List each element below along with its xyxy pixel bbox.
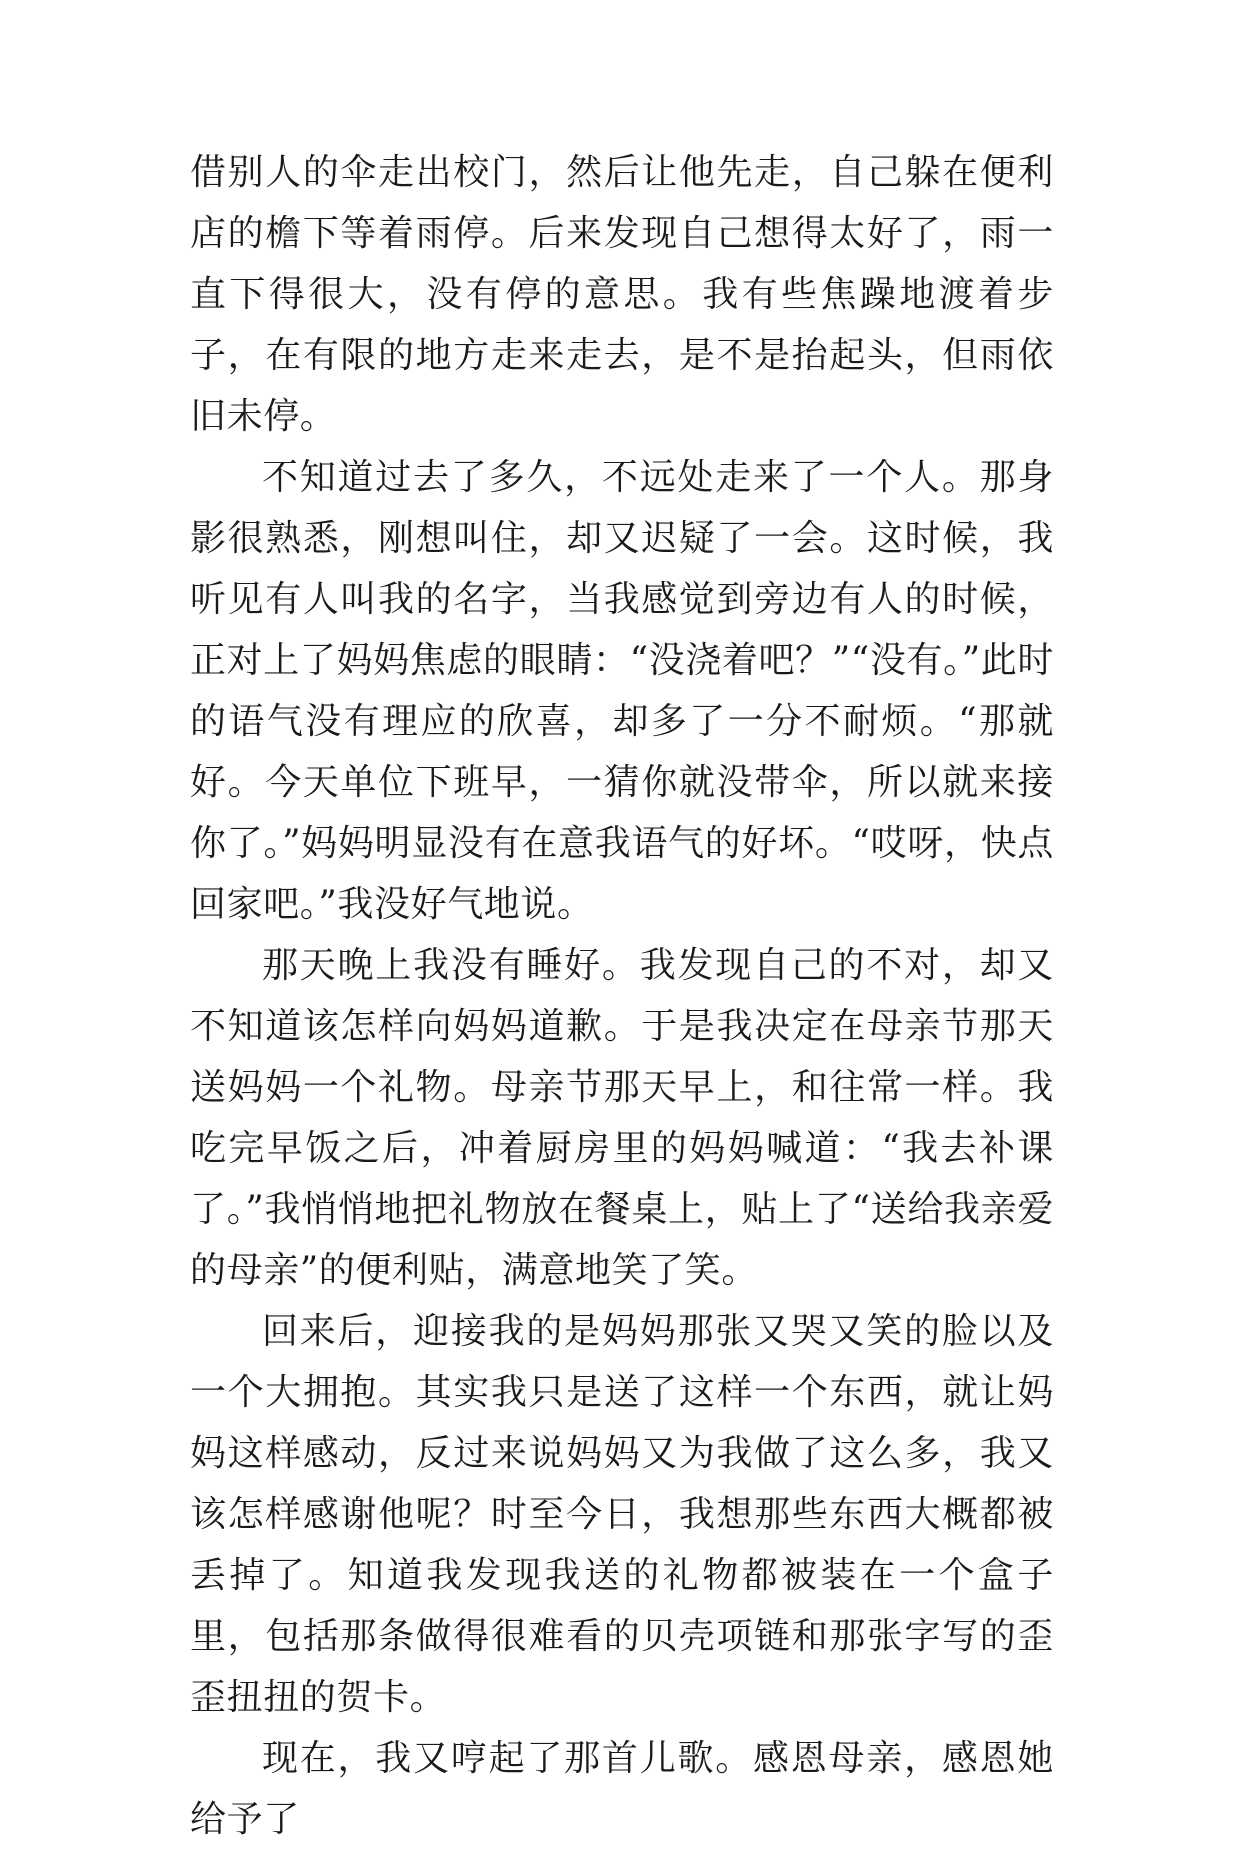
paragraph-2: 不知道过去了多久，不远处走来了一个人。那身影很熟悉，刚想叫住，却又迟疑了一会。这时候，我听见有人叫我的名字，当我感觉到旁边有人的时候，正对上了妈妈焦虑的眼睛：“没浇着吧？”“没有。”此时的语气没有理应的欣喜，却多了一分不耐烦。“那就好。今天单位下班早，一猜你就没带伞，所以就来接你了。”妈妈明显没有在意我语气的好坏。“哎呀，快点回家吧。”我没好气地说。	[190, 457, 1054, 925]
paragraph-4: 回来后，迎接我的是妈妈那张又哭又笑的脸以及一个大拥抱。其实我只是送了这样一个东西，就让妈妈这样感动，反过来说妈妈又为我做了这么多，我又该怎样感谢他呢？时至今日，我想那些东西大概都被丢掉了。知道我发现我送的礼物都被装在一个盒子里，包括那条做得很难看的贝壳项链和那张字写的歪歪扭扭的贺卡。	[190, 1311, 1054, 1718]
paragraph-3: 那天晚上我没有睡好。我发现自己的不对，却又不知道该怎样向妈妈道歉。于是我决定在母亲节那天送妈妈一个礼物。母亲节那天早上，和往常一样。我吃完早饭之后，冲着厨房里的妈妈喊道：“我去补课了。”我悄悄地把礼物放在餐桌上，贴上了“送给我亲爱的母亲”的便利贴，满意地笑了笑。	[190, 945, 1054, 1291]
paragraph-5: 现在，我又哼起了那首儿歌。感恩母亲，感恩她给予了	[190, 1738, 1054, 1840]
paragraph-1: 借别人的伞走出校门，然后让他先走，自己躲在便利店的檐下等着雨停。后来发现自己想得太好了，雨一直下得很大，没有停的意思。我有些焦躁地渡着步子，在有限的地方走来走去，是不是抬起头，但雨依旧未停。	[190, 152, 1054, 437]
document-body	[190, 142, 1054, 1850]
